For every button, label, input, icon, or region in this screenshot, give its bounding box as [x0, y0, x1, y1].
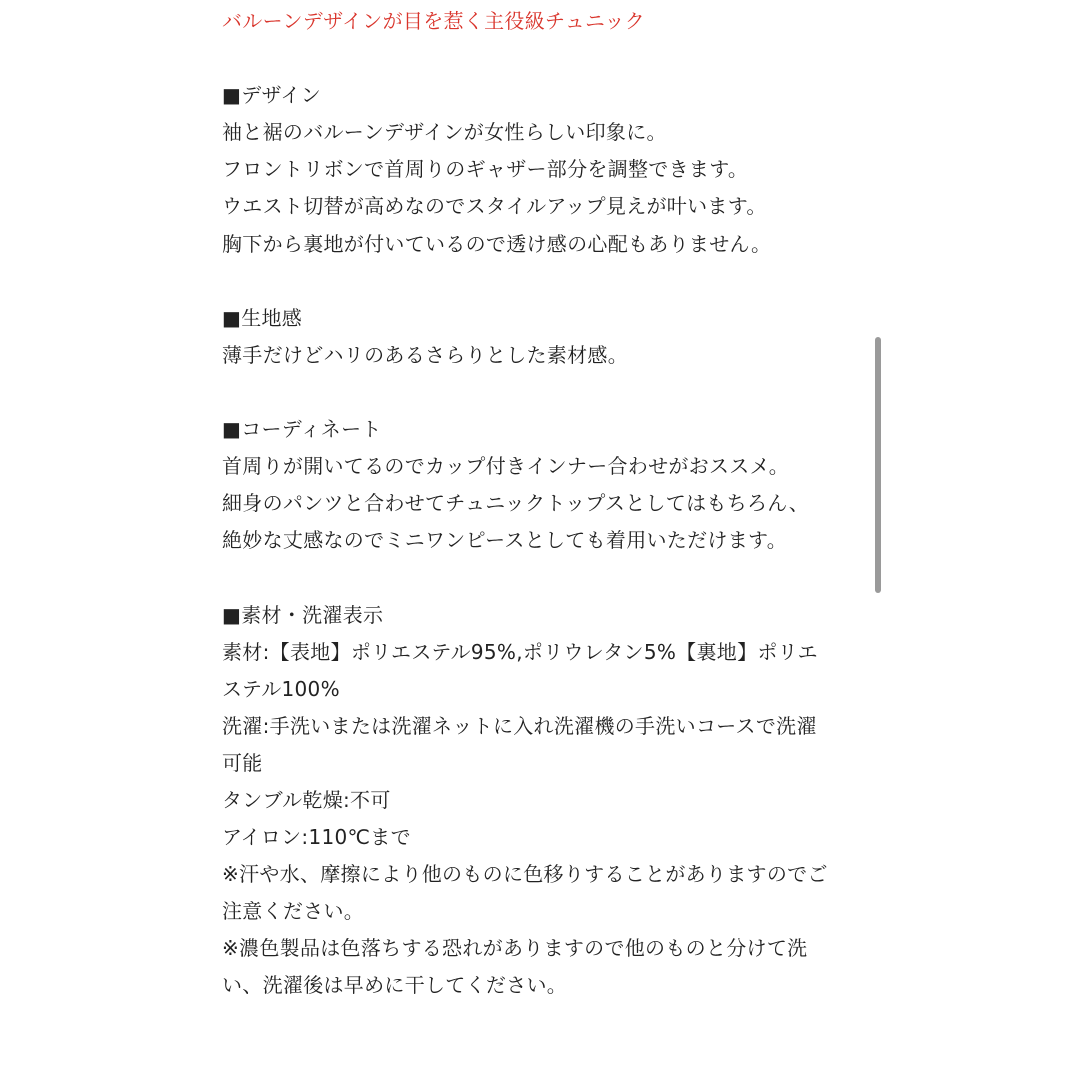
material-line: アイロン:110℃まで: [222, 825, 411, 850]
coordinate-line: 絶妙な丈感なのでミニワンピースとしても着用いただけます。: [222, 528, 787, 553]
description-body: [222, 3, 862, 1005]
material-line: 素材:【表地】ポリエステル95%,ポリウレタン5%【裏地】ポリエ: [222, 639, 818, 664]
scrollbar-thumb[interactable]: [875, 337, 881, 593]
spacer: [222, 40, 862, 77]
design-line: フロントリボンで首周りのギャザー部分を調整できます。: [222, 157, 749, 182]
section-title-fabric: ■生地感: [222, 305, 303, 330]
spacer: [222, 559, 862, 596]
design-line: ウエスト切替が高めなのでスタイルアップ見えが叶います。: [222, 194, 767, 219]
material-line: 可能: [222, 750, 263, 775]
section-title-coordinate: ■コーディネート: [222, 417, 382, 442]
spacer: [222, 374, 862, 411]
section-title-design: ■デザイン: [222, 83, 321, 108]
coordinate-line: 細身のパンツと合わせてチュニックトップスとしてはもちろん、: [222, 491, 810, 516]
fabric-line: 薄手だけどハリのあるさらりとした素材感。: [222, 342, 628, 367]
spacer: [222, 263, 862, 300]
material-line: ※濃色製品は色落ちする恐れがありますので他のものと分けて洗: [222, 936, 808, 961]
material-line: ステル100%: [222, 676, 340, 701]
material-line: 洗濯:手洗いまたは洗濯ネットに入れ洗濯機の手洗いコースで洗濯: [222, 713, 817, 738]
material-line: 注意ください。: [222, 899, 365, 924]
material-line: ※汗や水、摩擦により他のものに色移りすることがありますのでご: [222, 862, 828, 887]
headline: バルーンデザインが目を惹く主役級チュニック: [222, 9, 646, 33]
design-line: 胸下から裏地が付いているので透け感の心配もありません。: [222, 231, 772, 256]
material-line: い、洗濯後は早めに干してください。: [222, 973, 568, 998]
section-title-material: ■素材・洗濯表示: [222, 602, 384, 627]
coordinate-line: 首周りが開いてるのでカップ付きインナー合わせがおススメ。: [222, 454, 789, 479]
design-line: 袖と裾のバルーンデザインが女性らしい印象に。: [222, 120, 667, 145]
material-line: タンブル乾燥:不可: [222, 787, 391, 812]
